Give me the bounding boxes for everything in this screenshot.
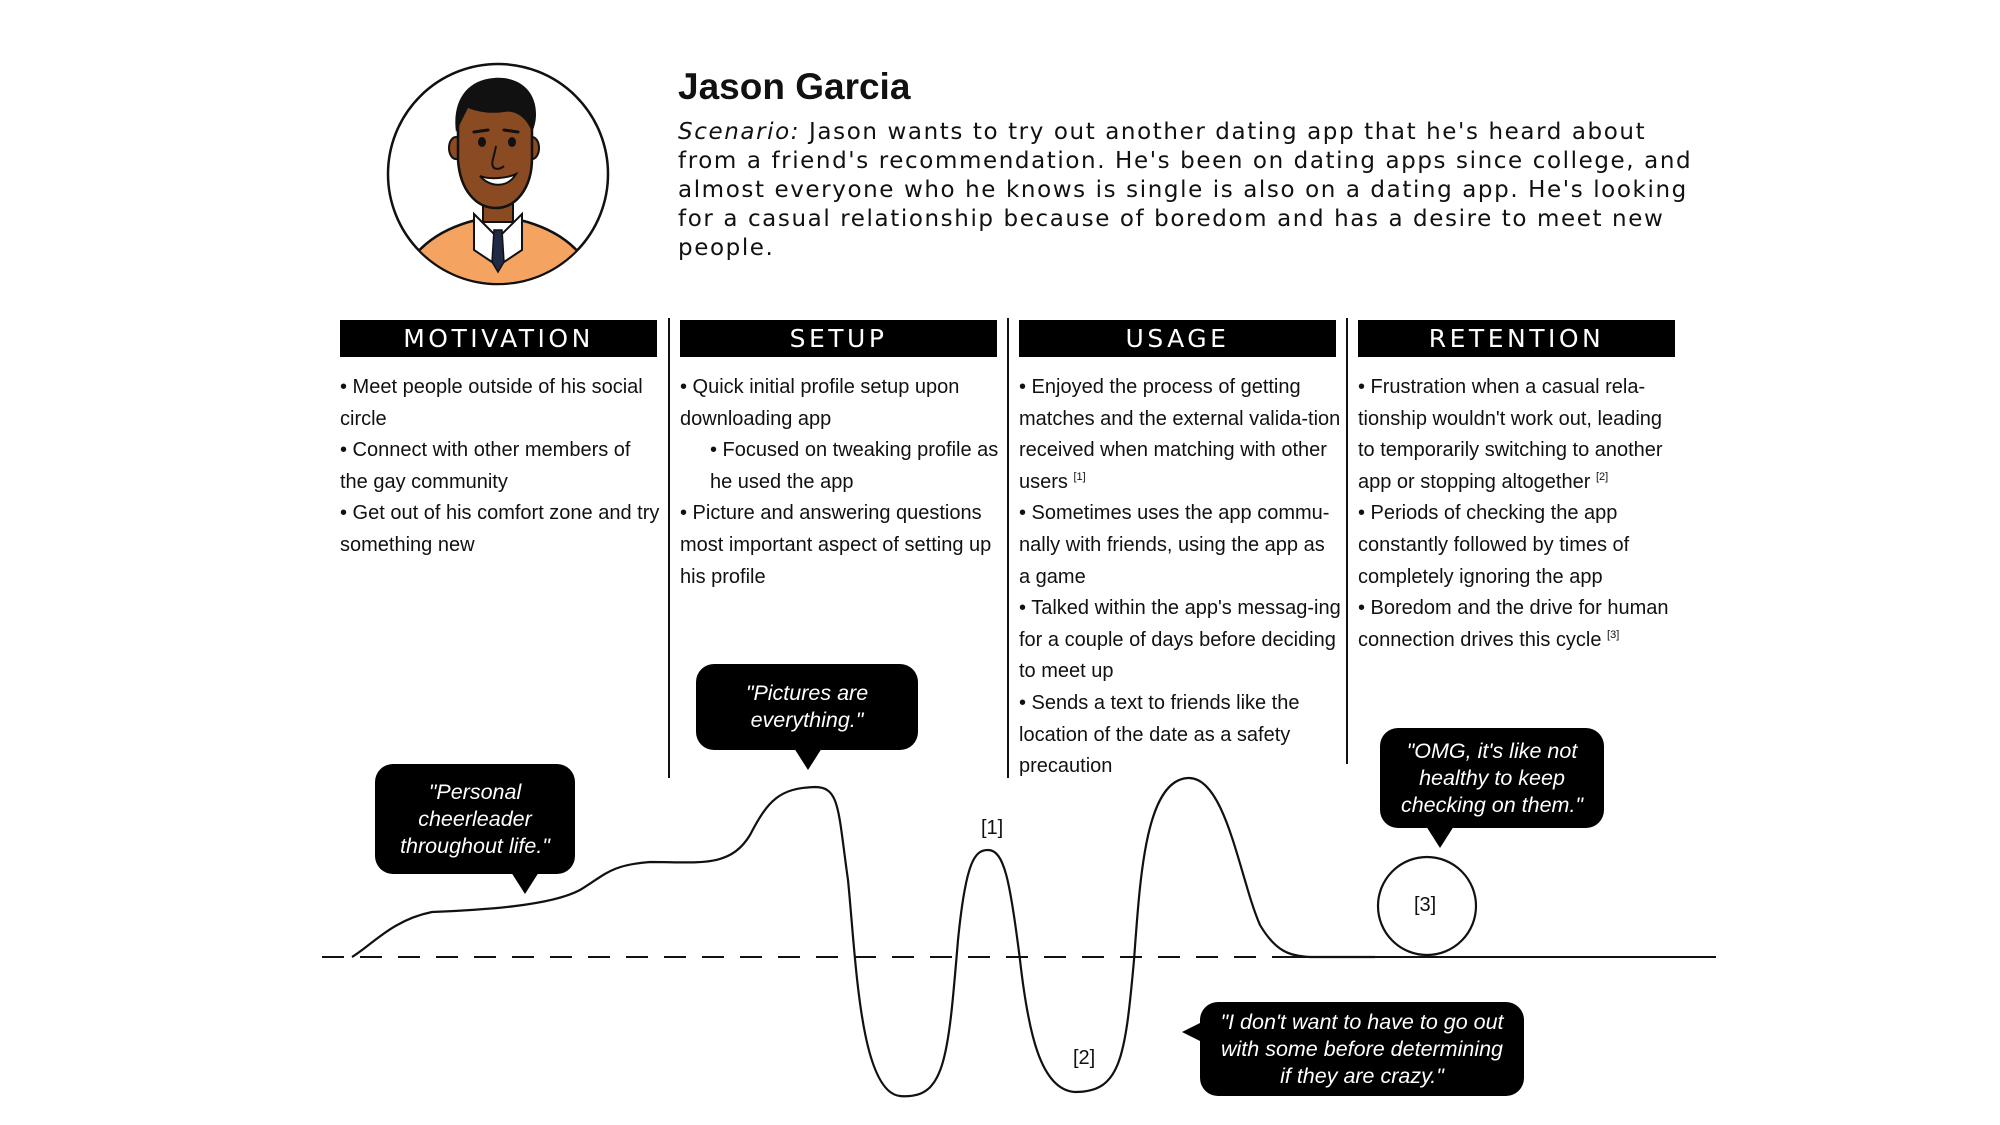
phase-header-retention: RETENTION xyxy=(1358,320,1675,357)
quote-bubble-crazy xyxy=(1200,1002,1524,1096)
list-item: • Periods of checking the app constantly followed by times of completely ignoring the app xyxy=(1358,502,1630,588)
quote-bubble-omg xyxy=(1380,728,1604,828)
quote-bubble-personal-cheerleader xyxy=(375,764,575,874)
quote-text: "Personal cheerleader throughout life." xyxy=(400,779,550,858)
curve-marker-3: [3] xyxy=(1414,894,1437,916)
quote-bubble-pictures xyxy=(696,664,918,750)
scenario-text: Jason wants to try out another dating app that he's heard about from a friend's recommendation. He's been on dating apps since college, and almost everyone who he knows is single is also on a dating app. He's looking for a casual relationship because of boredom and has a desire to meet new people. xyxy=(678,119,1693,261)
curve-marker-2: [2] xyxy=(1073,1047,1096,1069)
list-item: • Sometimes uses the app commu-nally with friends, using the app as a game xyxy=(1019,502,1330,588)
list-item: • Enjoyed the process of getting matches and the external valida-tion received when matching with other users [1] xyxy=(1019,376,1341,493)
scenario-label: Scenario: xyxy=(678,119,801,145)
list-item: • Quick initial profile setup upon downloading app xyxy=(680,376,960,430)
list-item: • Meet people outside of his social circle xyxy=(340,376,643,430)
persona-name: Jason Garcia xyxy=(678,66,911,107)
list-item: • Sends a text to friends like the location of the date as a safety precaution xyxy=(1019,691,1300,778)
quote-text: "Pictures are everything." xyxy=(745,681,869,732)
list-item: • Focused on tweaking profile as he used the app xyxy=(710,439,999,493)
phase-header-usage: USAGE xyxy=(1019,320,1336,357)
quote-text: "I don't want to have to go out with some before determining if they are crazy." xyxy=(1220,1009,1504,1088)
list-item: • Boredom and the drive for human connection drives this cycle [3] xyxy=(1358,597,1669,651)
quote-text: "OMG, it's like not healthy to keep checking on them." xyxy=(1400,738,1584,817)
reference-marker: [1] xyxy=(1073,470,1086,483)
list-item: • Get out of his comfort zone and try something new xyxy=(340,502,660,556)
list-item: • Talked within the app's messag-ing for a couple of days before deciding to meet up xyxy=(1019,597,1341,683)
list-item: • Picture and answering questions most important aspect of setting up his profile xyxy=(680,502,992,588)
reference-marker: [3] xyxy=(1607,628,1620,641)
list-item: • Frustration when a casual rela-tionship wouldn't work out, leading to temporarily switching to another app or stopping altogether [2] xyxy=(1358,376,1663,493)
phase-header-setup: SETUP xyxy=(680,320,997,357)
curve-marker-1: [1] xyxy=(981,817,1004,839)
phase-header-motivation: MOTIVATION xyxy=(340,320,657,357)
list-item: • Connect with other members of the gay community xyxy=(340,439,631,493)
reference-marker: [2] xyxy=(1595,470,1609,483)
